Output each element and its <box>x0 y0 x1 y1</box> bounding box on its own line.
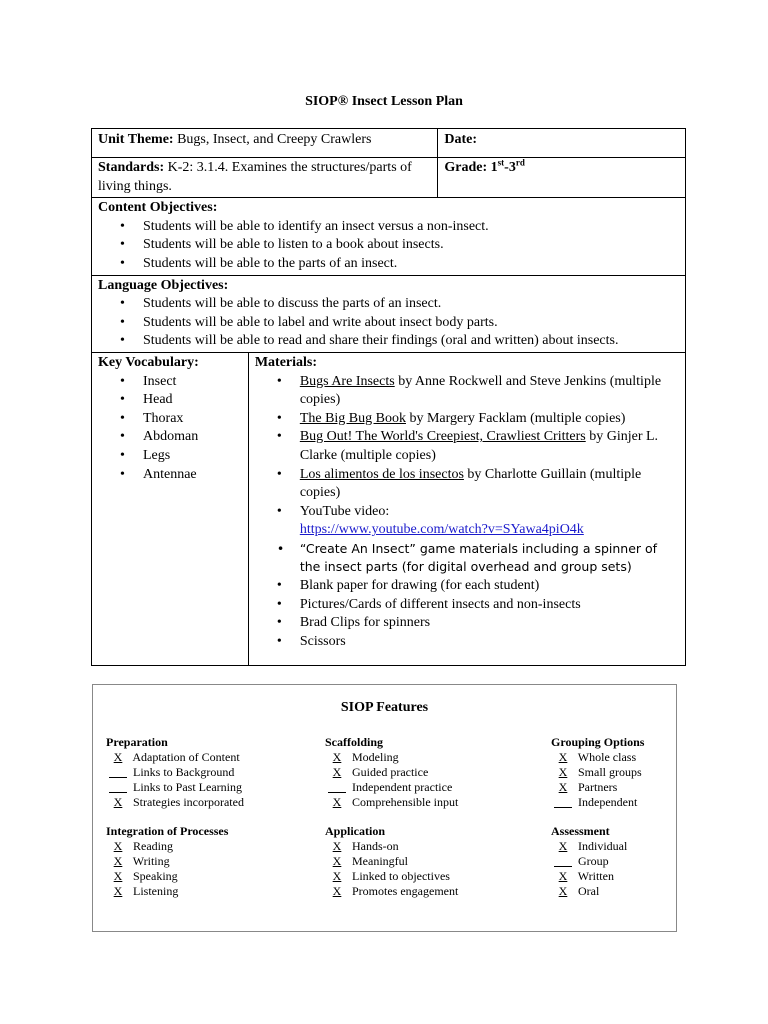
check-mark: X <box>332 869 342 883</box>
list-item: • The Big Bug Book by Margery Facklam (multiple copies) <box>300 410 679 429</box>
check-mark: X <box>558 765 568 779</box>
integration-of-processes-group: Integration of Processes X Reading X Writing X Speaking X Listening <box>106 824 229 898</box>
checklist-row: Independent <box>551 795 644 810</box>
check-mark <box>551 795 575 810</box>
checklist-row: Links to Past Learning <box>106 780 244 795</box>
assessment-group: Assessment X Individual Group X Written X Oral <box>551 824 628 898</box>
list-item: • YouTube video: https://www.youtube.com/watch?v=SYawa4piO4k <box>300 503 679 540</box>
date-cell <box>438 129 686 158</box>
check-mark: X <box>332 750 342 764</box>
book-title: The Big Bug Book <box>299 410 406 426</box>
checklist-row: X Meaningful <box>325 854 458 869</box>
list-item: • Students will be able to listen to a book about insects. <box>143 236 679 255</box>
check-mark: X <box>332 854 342 868</box>
checklist-row: X Guided practice <box>325 765 458 780</box>
list-item: • Students will be able to the parts of an insect. <box>143 255 679 274</box>
checklist-row: X Adaptation of Content <box>106 750 244 765</box>
date-label: Date: <box>444 132 478 147</box>
checklist-row: X Small groups <box>551 765 644 780</box>
content-objectives-list <box>98 218 679 274</box>
checklist-row: X Speaking <box>106 869 228 884</box>
check-mark: X <box>113 750 123 764</box>
check-mark: X <box>113 839 123 853</box>
book-title: Los alimentos de los insectos <box>299 466 464 482</box>
grade-label: Grade: <box>444 160 488 175</box>
check-mark <box>106 765 130 780</box>
siop-features-title: SIOP Features <box>340 700 429 715</box>
checklist-row: Independent practice <box>325 780 458 795</box>
unit-theme-cell <box>92 129 438 158</box>
standards-value: K-2: 3.1.4. Examines the structures/parts of living things. <box>98 160 412 194</box>
list-item: • Antennae <box>143 466 242 485</box>
list-item: • Bugs Are Insects by Anne Rockwell and Steve Jenkins (multiple copies) <box>300 373 679 410</box>
materials-list <box>255 373 679 652</box>
check-mark: X <box>558 839 568 853</box>
check-mark <box>551 854 575 869</box>
language-objectives-cell <box>92 275 686 352</box>
checklist-row: X Promotes engagement <box>325 884 458 899</box>
checklist-row: X Partners <box>551 780 644 795</box>
list-item: • Students will be able to discuss the parts of an insect. <box>143 295 679 314</box>
unit-theme-value: Bugs, Insect, and Creepy Crawlers <box>177 132 372 147</box>
check-mark: X <box>113 884 123 898</box>
list-item: • Brad Clips for spinners <box>300 614 679 633</box>
grade-cell <box>438 158 686 198</box>
youtube-link[interactable]: https://www.youtube.com/watch?v=SYawa4piO4k <box>299 522 584 538</box>
list-item: • Insect <box>143 373 242 392</box>
check-mark: X <box>558 780 568 794</box>
materials-label: Materials: <box>254 354 318 370</box>
list-item: • “Create An Insect” game materials including a spinner of the insect parts (for digital overhead and group sets) <box>300 540 679 577</box>
checklist-row: Links to Background <box>106 765 244 780</box>
list-item: • Los alimentos de los insectos by Charlotte Guillain (multiple copies) <box>300 466 679 503</box>
grade-value: 1st-3rd <box>490 157 525 175</box>
list-item: • Students will be able to identify an insect versus a non-insect. <box>143 218 679 237</box>
check-mark <box>325 780 349 795</box>
checklist-row: X Hands-on <box>325 839 458 854</box>
content-objectives-cell <box>92 198 686 275</box>
checklist-row: Group <box>551 854 627 869</box>
check-mark: X <box>332 884 342 898</box>
book-title: Bug Out! The World's Creepiest, Crawliest Critters <box>299 429 586 445</box>
book-title: Bugs Are Insects <box>299 373 395 389</box>
list-item: • Head <box>143 391 242 410</box>
check-mark: X <box>558 869 568 883</box>
checklist-row: X Modeling <box>325 750 458 765</box>
checklist-row: X Comprehensible input <box>325 795 458 810</box>
content-objectives-label: Content Objectives: <box>98 200 218 216</box>
list-item: • Legs <box>143 447 242 466</box>
checklist-row: X Linked to objectives <box>325 869 458 884</box>
list-item: • Bug Out! The World's Creepiest, Crawliest Critters by Ginjer L. Clarke (multiple copies) <box>300 428 679 465</box>
language-objectives-label: Language Objectives: <box>98 277 229 293</box>
checklist-row: X Listening <box>106 884 228 899</box>
check-mark: X <box>113 869 123 883</box>
list-item: • Pictures/Cards of different insects and non-insects <box>300 596 679 615</box>
checklist-row: X Writing <box>106 854 228 869</box>
key-vocabulary-list <box>98 373 242 485</box>
check-mark: X <box>332 765 342 779</box>
check-mark: X <box>113 795 123 809</box>
lesson-plan-table <box>91 128 686 666</box>
checklist-row: X Strategies incorporated <box>106 795 244 810</box>
language-objectives-list <box>98 295 679 351</box>
application-group: Application X Hands-on X Meaningful X Linked to objectives X Promotes engagement <box>325 824 459 898</box>
check-mark: X <box>332 839 342 853</box>
scaffolding-group: Scaffolding X Modeling X Guided practice Independent practice X Comprehensible input <box>325 735 459 809</box>
check-mark: X <box>113 854 123 868</box>
checklist-row: X Reading <box>106 839 228 854</box>
checklist-row: X Written <box>551 869 627 884</box>
checklist-row: X Oral <box>551 884 627 899</box>
preparation-group: Preparation X Adaptation of Content Links to Background Links to Past Learning X Strategies incorporated <box>106 735 244 809</box>
checklist-row: X Individual <box>551 839 627 854</box>
check-mark: X <box>558 884 568 898</box>
standards-cell <box>92 158 438 198</box>
key-vocabulary-cell <box>92 352 249 665</box>
unit-theme-label: Unit Theme: <box>98 132 174 147</box>
check-mark <box>106 780 130 795</box>
check-mark: X <box>332 795 342 809</box>
key-vocabulary-label: Key Vocabulary: <box>98 354 199 370</box>
check-mark: X <box>558 750 568 764</box>
list-item: • Thorax <box>143 410 242 429</box>
list-item: • Students will be able to label and write about insect body parts. <box>143 314 679 333</box>
list-item: • Students will be able to read and share their findings (oral and written) about insects. <box>143 332 679 351</box>
list-item: • Blank paper for drawing (for each student) <box>300 577 679 596</box>
grouping-options-group: Grouping Options X Whole class X Small groups X Partners Independent <box>551 735 645 809</box>
list-item: • Abdoman <box>143 428 242 447</box>
standards-label: Standards: <box>98 160 165 175</box>
checklist-row: X Whole class <box>551 750 644 765</box>
materials-cell <box>248 352 685 665</box>
siop-features-box <box>92 684 677 932</box>
list-item: • Scissors <box>300 633 679 652</box>
document-title: SIOP® Insect Lesson Plan <box>305 94 463 109</box>
